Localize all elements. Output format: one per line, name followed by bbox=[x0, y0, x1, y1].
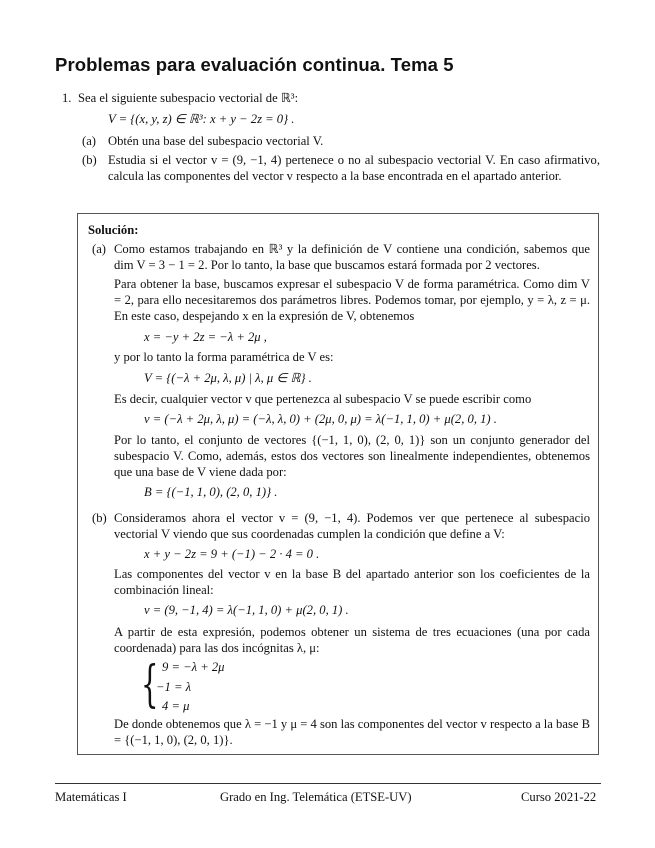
system-eq-3: 4 = μ bbox=[162, 699, 190, 713]
system-eq-1: 9 = −λ + 2μ bbox=[162, 660, 225, 674]
solution-a-eq4: B = {(−1, 1, 0), (2, 0, 1)} . bbox=[144, 485, 278, 499]
solution-a-p2: Para obtener la base, buscamos expresar el subespacio V de forma paramétrica. Como dim V = 2, para ello necesitaremos dos parámetros libres. Podemos tomar, por ejemplo, y = λ, z = μ. En este caso, despejando x en la expresión de V, obtenemos bbox=[114, 277, 590, 323]
solution-a-eq3: v = (−λ + 2μ, λ, μ) = (−λ, λ, 0) + (2μ, 0, μ) = λ(−1, 1, 0) + μ(2, 0, 1) . bbox=[144, 412, 497, 426]
solution-a-eq2: V = {(−λ + 2μ, λ, μ) | λ, μ ∈ ℝ} . bbox=[144, 371, 312, 385]
system-eq-2: −1 = λ bbox=[156, 680, 192, 694]
part-b-label: (b) bbox=[82, 153, 97, 167]
solution-b-p4: De donde obtenemos que λ = −1 y μ = 4 son las componentes del vector v respecto a la base B = {(−1, 1, 0), (2, 0, 1)}. bbox=[114, 717, 590, 747]
page-title: Problemas para evaluación continua. Tema 5 bbox=[55, 54, 454, 75]
solution-a-p1: Como estamos trabajando en ℝ³ y la definición de V contiene una condición, sabemos que dim V = 3 − 1 = 2. Por lo tanto, la base que buscamos estará formada por 2 vectores. bbox=[114, 242, 590, 272]
solution-heading: Solución: bbox=[88, 223, 139, 237]
footer-course-name: Matemáticas I bbox=[55, 790, 127, 804]
solution-a-p5: Por lo tanto, el conjunto de vectores {(−1, 1, 0), (2, 0, 1)} son un conjunto generador del subespacio V. Como, además, estos dos vectores son linealmente independientes, obtenemos que una base de V viene dada por: bbox=[114, 433, 590, 479]
solution-b-p1: Consideramos ahora el vector v = (9, −1, 4). Podemos ver que pertenece al subespacio vectorial V viendo que sus coordenadas cumplen la condición que define a V: bbox=[114, 511, 590, 541]
part-b-text: Estudia si el vector v = (9, −1, 4) pertenece o no al subespacio vectorial V. En caso afirmativo, calcula las componentes del vector v respecto a la base encontrada en el apartado anterior. bbox=[108, 153, 600, 183]
part-a-label: (a) bbox=[82, 134, 96, 148]
system-brace: { bbox=[141, 655, 159, 713]
solution-b-label: (b) bbox=[92, 511, 107, 525]
solution-b-eq2: v = (9, −1, 4) = λ(−1, 1, 0) + μ(2, 0, 1) . bbox=[144, 603, 349, 617]
subspace-definition: V = {(x, y, z) ∈ ℝ³: x + y − 2z = 0} . bbox=[108, 112, 295, 126]
solution-a-label: (a) bbox=[92, 242, 106, 256]
solution-a-p4: Es decir, cualquier vector v que pertenezca al subespacio V se puede escribir como bbox=[114, 392, 532, 406]
problem-number: 1. bbox=[62, 91, 72, 105]
footer-rule bbox=[55, 783, 601, 784]
solution-b-eq1: x + y − 2z = 9 + (−1) − 2 · 4 = 0 . bbox=[144, 547, 320, 561]
solution-b-p3: A partir de esta expresión, podemos obtener un sistema de tres ecuaciones (una por cada coordenada) para las dos incógnitas λ, μ: bbox=[114, 625, 590, 655]
footer-degree: Grado en Ing. Telemática (ETSE-UV) bbox=[220, 790, 412, 804]
solution-b-p2: Las componentes del vector v en la base B del apartado anterior son los coeficientes de la combinación lineal: bbox=[114, 567, 590, 597]
footer-year: Curso 2021-22 bbox=[521, 790, 597, 804]
solution-a-p3: y por lo tanto la forma paramétrica de V es: bbox=[114, 350, 334, 364]
solution-a-eq1: x = −y + 2z = −λ + 2μ , bbox=[144, 330, 267, 344]
problem-intro: Sea el siguiente subespacio vectorial de ℝ³: bbox=[78, 91, 299, 105]
part-a-text: Obtén una base del subespacio vectorial V. bbox=[108, 134, 324, 148]
